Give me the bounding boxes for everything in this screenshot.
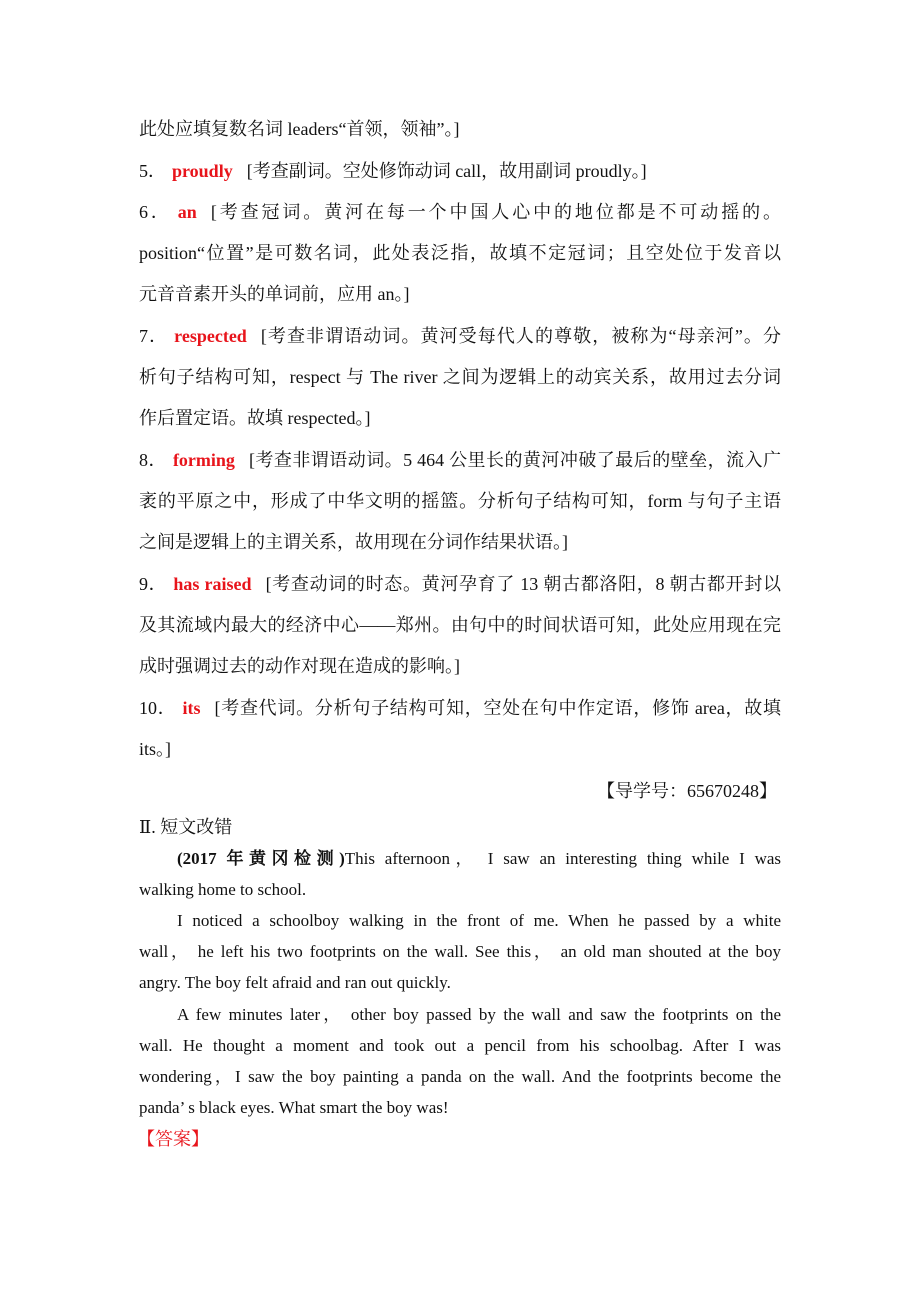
answer-word: proudly xyxy=(172,161,233,181)
answer-item-9 xyxy=(139,572,781,596)
answer-item-10 xyxy=(139,696,781,720)
answer-item-7 xyxy=(139,324,781,348)
guide-number: 【导学号：65670248】 xyxy=(597,781,777,801)
passage-source: (2017 年黄冈检测) xyxy=(177,849,345,868)
explanation-line: position“位置”是可数名词，此处表泛指，故填不定冠词；且空处位于发音以 xyxy=(139,243,781,263)
explanation-text: [考查非谓语动词。黄河受每代人的尊敬，被称为“母亲河”。分 xyxy=(260,326,781,346)
passage-line: angry. The boy felt afraid and ran out quickly. xyxy=(139,973,451,992)
passage-line: walking home to school. xyxy=(139,880,307,899)
passage-line: wall， he left his two footprints on the wall. See this， an old man shouted at the boy xyxy=(139,942,781,961)
answer-word: an xyxy=(177,202,197,222)
explanation-line: 析句子结构可知，respect 与 The river 之间为逻辑上的动宾关系，故用过去分词 xyxy=(139,367,781,387)
explanation-text: [考查副词。空处修饰动词 call，故用副词 proudly。] xyxy=(246,161,647,181)
explanation-text: [考查非谓语动词。5 464 公里长的黄河冲破了最后的壁垒，流入广 xyxy=(248,450,781,470)
answer-label: 【答案】 xyxy=(137,1129,209,1149)
item-number: 10． xyxy=(139,698,177,718)
answer-item-5 xyxy=(139,159,781,183)
passage-line: wall. He thought a moment and took out a pencil from his schoolbag. After I was xyxy=(139,1036,781,1055)
explanation-line: 此处应填复数名词 leaders“首领，领袖”。] xyxy=(139,119,460,139)
passage-line xyxy=(139,847,781,871)
answer-item-6 xyxy=(139,200,781,224)
passage-line: wondering，I saw the boy painting a panda on the wall. And the footprints become the xyxy=(139,1067,781,1086)
item-number: 7． xyxy=(139,326,169,346)
answer-word: its xyxy=(182,698,201,718)
section-title: Ⅱ. 短文改错 xyxy=(139,817,233,837)
item-number: 8． xyxy=(139,450,167,470)
passage-line: A few minutes later， other boy passed by the wall and saw the footprints on the xyxy=(177,1005,781,1024)
passage-text: This afternoon， I saw an interesting thing while I was xyxy=(344,849,781,868)
item-number: 9． xyxy=(139,574,168,594)
explanation-line: 元音音素开头的单词前，应用 an。] xyxy=(139,284,410,304)
answer-word: forming xyxy=(172,450,235,470)
explanation-text: [考查动词的时态。黄河孕育了 13 朝古都洛阳，8 朝古都开封以 xyxy=(265,574,781,594)
explanation-line: 袤的平原之中，形成了中华文明的摇篮。分析句子结构可知，form 与句子主语 xyxy=(139,491,781,511)
explanation-text: [考查代词。分析句子结构可知，空处在句中作定语，修饰 area，故填 xyxy=(214,698,781,718)
explanation-line: its。] xyxy=(139,739,172,759)
item-number: 6． xyxy=(139,202,172,222)
explanation-line: 及其流域内最大的经济中心——郑州。由句中的时间状语可知，此处应用现在完 xyxy=(139,615,781,635)
explanation-line: 作后置定语。故填 respected。] xyxy=(139,408,371,428)
explanation-text: [考查冠词。黄河在每一个中国人心中的地位都是不可动摇的。 xyxy=(210,202,781,222)
passage-line: I noticed a schoolboy walking in the front of me. When he passed by a white xyxy=(177,911,781,930)
explanation-line: 成时强调过去的动作对现在造成的影响。] xyxy=(139,656,460,676)
answer-item-8 xyxy=(139,448,781,472)
answer-word: has raised xyxy=(173,574,252,594)
explanation-line: 之间是逻辑上的主谓关系，故用现在分词作结果状语。] xyxy=(139,532,568,552)
answer-word: respected xyxy=(174,326,247,346)
passage-line: panda’ s black eyes. What smart the boy was! xyxy=(139,1098,449,1117)
item-number: 5． xyxy=(139,161,166,181)
